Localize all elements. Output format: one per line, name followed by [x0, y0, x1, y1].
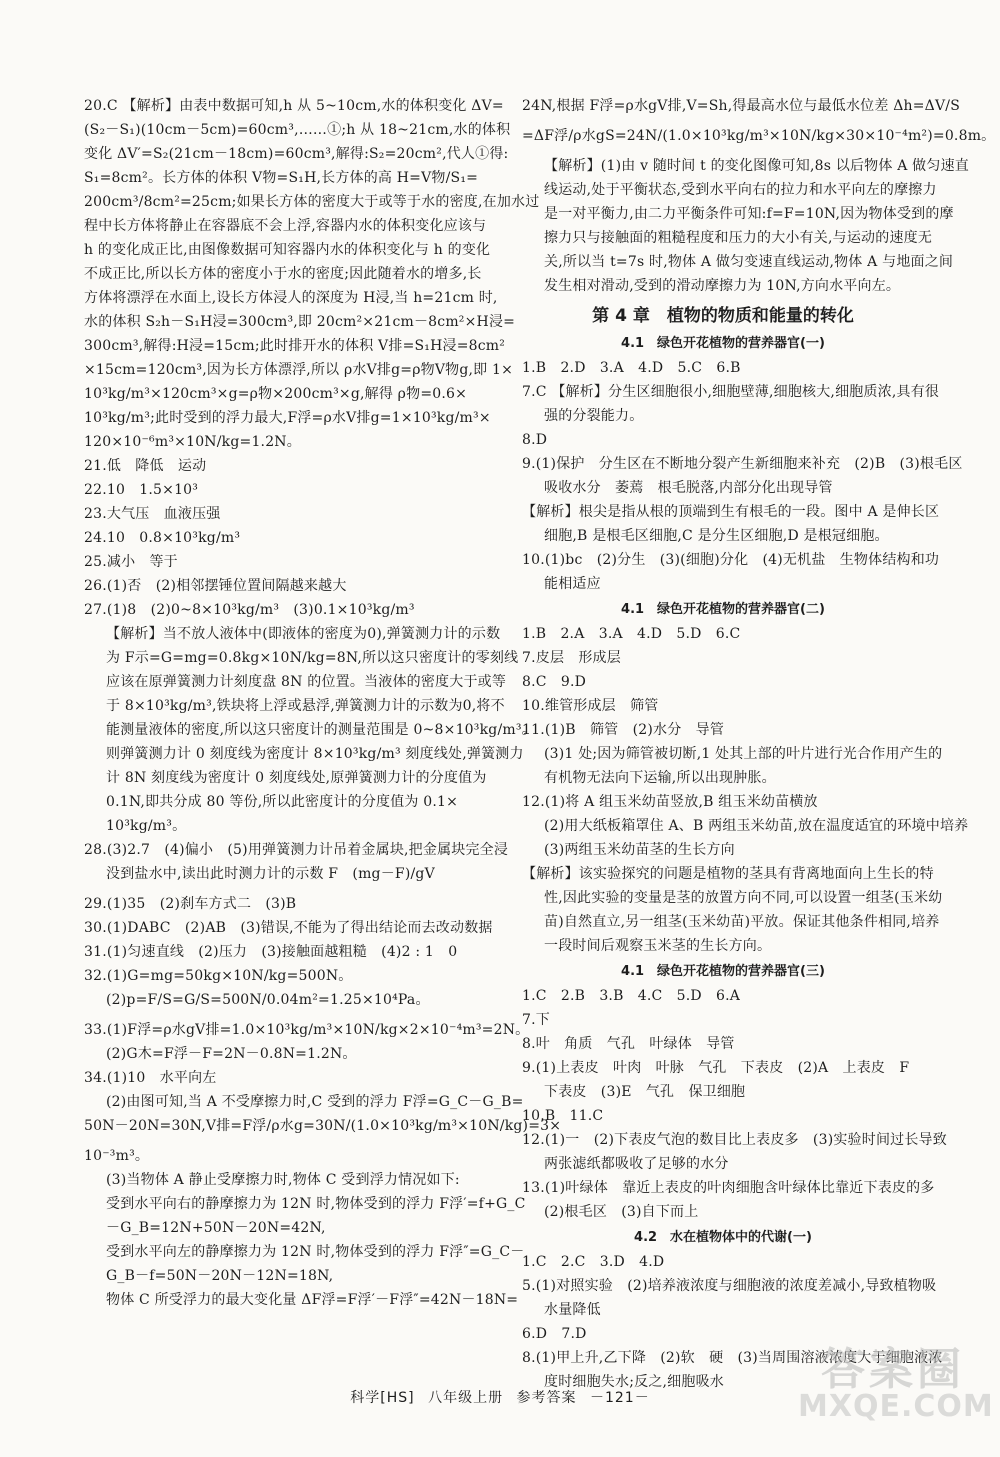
answer-line: 200cm³/8cm²=25cm;如果长方体的密度大于或等于水的密度,在加水过	[84, 194, 540, 210]
answer-line: 10⁻³m³。	[84, 1148, 150, 1164]
answer-line: h 的变化成正比,由图像数据可知容器内水的体积变化与 h 的变化	[84, 242, 491, 258]
answer-line: (2)G木=F浮－F=2N－0.8N=1.2N。	[106, 1046, 357, 1062]
answer-line: 有机物无法向下运输,所以出现肿胀。	[544, 770, 776, 786]
answer-line: 不成正比,所以长方体的密度小于水的密度;因此随着水的增多,长	[84, 266, 482, 282]
footer-grade: 八年级上册	[428, 1390, 504, 1406]
answer-line: 50N－20N=30N,V排=F浮/ρ水g=30N/(1.0×10³kg/m³×10N/kg)=3×	[84, 1118, 562, 1134]
answer-line: 7.C 【解析】分生区细胞很小,细胞壁薄,细胞核大,细胞质浓,具有很	[522, 384, 940, 400]
answer-line: 一段时间后观察玉米茎的生长方向。	[544, 938, 772, 954]
answer-line: 10³kg/m³×120cm³×g=ρ物×200cm³×g,解得 ρ物=0.6×	[84, 386, 468, 402]
answer-line: 为 F示=G=mg=0.8kg×10N/kg=8N,所以这只密度计的零刻线	[106, 650, 519, 666]
answer-line: 10.B 11.C	[522, 1108, 604, 1124]
answer-line: 关,所以当 t=7s 时,物体 A 做匀变速直线运动,物体 A 与地面之间	[544, 254, 954, 270]
answer-line: (2)根毛区 (3)自下而上	[544, 1204, 699, 1220]
answer-line: 21.低 降低 运动	[84, 458, 207, 474]
section-heading: 4.1 绿色开花植物的营养器官(三)	[621, 964, 825, 979]
section-heading: 4.1 绿色开花植物的营养器官(二)	[621, 602, 825, 617]
answer-line: 24N,根据 F浮=ρ水gV排,V=Sh,得最高水位与最低水位差 Δh=ΔV/S	[522, 98, 960, 114]
answer-line: 20.C 【解析】由表中数据可知,h 从 5~10cm,水的体积变化 ΔV=	[84, 98, 504, 114]
answer-line: 8.D	[522, 432, 548, 448]
answer-line: 24.10 0.8×10³kg/m³	[84, 530, 241, 546]
answer-line: (S₂－S₁)(10cm－5cm)=60cm³,……①;h 从 18~21cm,水的体积	[84, 122, 511, 138]
watermark-logo	[798, 1343, 994, 1443]
answer-line: 两张滤纸都吸收了足够的水分	[544, 1156, 729, 1172]
answer-line: 5.(1)对照实验 (2)培养液浓度与细胞液的浓度差减小,导致植物吸	[522, 1278, 937, 1294]
answer-line: 【解析】(1)由 v 随时间 t 的变化图像可知,8s 以后物体 A 做匀速直	[544, 158, 969, 174]
answer-line: 10.(1)bc (2)分生 (3)(细胞)分化 (4)无机盐 生物体结构和功	[522, 552, 940, 568]
page-number: －121－	[589, 1390, 650, 1406]
answer-line: (3)当物体 A 静止受摩擦力时,物体 C 受到浮力情况如下:	[106, 1172, 460, 1188]
footer-subject: 科学[HS]	[350, 1390, 415, 1406]
answer-line: 9.(1)上表皮 叶肉 叶脉 气孔 下表皮 (2)A 上表皮 F	[522, 1060, 910, 1076]
answer-line: 受到水平向右的静摩擦力为 12N 时,物体受到的浮力 F浮′=f+G_C	[106, 1196, 526, 1212]
answer-line: 能测量液体的密度,所以这只密度计的测量范围是 0~8×10³kg/m³。	[106, 722, 536, 738]
answer-line: 计 8N 刻度线为密度计 0 刻度线处,原弹簧测力计的分度值为	[106, 770, 487, 786]
answer-line: S₁=8cm²。长方体的体积 V物=S₁H,长方体的高 H=V物/S₁=	[84, 170, 479, 186]
answer-line: 12.(1)将 A 组玉米幼苗竖放,B 组玉米幼苗横放	[522, 794, 818, 810]
answer-line: 度时细胞失水;反之,细胞吸水	[544, 1374, 724, 1390]
answer-line: 33.(1)F浮=ρ水gV排=1.0×10³kg/m³×10N/kg×2×10⁻⁴m³=2N。	[84, 1022, 530, 1038]
answer-line: (2)由图可知,当 A 不受摩擦力时,C 受到的浮力 F浮=G_C－G_B=	[106, 1094, 524, 1110]
answer-line: 12.(1)一 (2)下表皮气泡的数目比上表皮多 (3)实验时间过长导致	[522, 1132, 947, 1148]
answer-line: 0.1N,即共分成 80 等份,所以此密度计的分度值为 0.1×	[106, 794, 459, 810]
answer-line: 34.(1)10 水平向左	[84, 1070, 217, 1086]
answer-line: 能相适应	[544, 576, 601, 592]
answer-line: 1.B 2.A 3.A 4.D 5.D 6.C	[522, 626, 741, 642]
answer-line: 则弹簧测力计 0 刻度线为密度计 8×10³kg/m³ 刻度线处,弹簧测力	[106, 746, 524, 762]
answer-line: 8.(1)甲上升,乙下降 (2)软 硬 (3)当周围溶液浓度大于细胞液浓	[522, 1350, 943, 1366]
answer-line: 擦力只与接触面的粗糙程度和压力的大小有关,与运动的速度无	[544, 230, 933, 246]
answer-line: 22.10 1.5×10³	[84, 482, 199, 498]
answer-line: 强的分裂能力。	[544, 408, 644, 424]
answer-line: 120×10⁻⁶m³×10N/kg=1.2N。	[84, 434, 301, 450]
answer-line: (3)1 处;因为筛管被切断,1 处其上部的叶片进行光合作用产生的	[544, 746, 943, 762]
watermark-title: 答案圈	[821, 1344, 965, 1395]
answer-line: 【解析】当不放人液体中(即液体的密度为0),弹簧测力计的示数	[106, 626, 501, 642]
answer-line: G_B－f=50N－20N－12N=18N,	[106, 1268, 334, 1284]
answer-line: 发生相对滑动,受到的滑动摩擦力为 10N,方向水平向左。	[544, 278, 901, 294]
answer-line: 32.(1)G=mg=50kg×10N/kg=500N。	[84, 968, 353, 984]
answer-line: 13.(1)叶绿体 靠近上表皮的叶肉细胞含叶绿体比靠近下表皮的多	[522, 1180, 935, 1196]
answer-line: 27.(1)8 (2)0~8×10³kg/m³ (3)0.1×10³kg/m³	[84, 602, 415, 618]
answer-line: 是一对平衡力,由二力平衡条件可知:f=F=10N,因为物体受到的摩	[544, 206, 954, 222]
answer-line: 31.(1)匀速直线 (2)压力 (3)接触面越粗糙 (4)2 : 1 0	[84, 944, 458, 960]
footer-label: 参考答案	[516, 1390, 577, 1406]
answer-line: 线运动,处于平衡状态,受到水平向右的拉力和水平向左的摩擦力	[544, 182, 937, 198]
answer-line: 10.维管形成层 筛管	[522, 698, 659, 714]
answer-line: 【解析】该实验探究的问题是植物的茎具有背离地面向上生长的特	[522, 866, 934, 882]
section-heading: 4.2 水在植物体中的代谢(一)	[634, 1230, 812, 1245]
answer-line: 11.(1)B 筛管 (2)水分 导管	[522, 722, 725, 738]
answer-line: 30.(1)DABC (2)AB (3)错误,不能为了得出结论而去改动数据	[84, 920, 493, 936]
answer-line: 方体将漂浮在水面上,设长方体浸人的深度为 H浸,当 h=21cm 时,	[84, 290, 498, 306]
answer-line: 9.(1)保护 分生区在不断地分裂产生新细胞来补充 (2)B (3)根毛区	[522, 456, 963, 472]
answer-line: 8.C 9.D	[522, 674, 587, 690]
answer-line: =ΔF浮/ρ水gS=24N/(1.0×10³kg/m³×10N/kg×30×10⁻⁴m²)=0.8m。	[522, 128, 996, 144]
answer-line: 水的体积 S₂h－S₁H浸=300cm³,即 20cm²×21cm－8cm²×H浸=	[84, 314, 516, 330]
answer-line: 水量降低	[544, 1302, 601, 1318]
answer-line: 性,因此实验的变量是茎的放置方向不同,可以设置一组茎(玉米幼	[544, 890, 943, 906]
answer-line: 6.D 7.D	[522, 1326, 587, 1342]
answer-line: 300cm³,解得:H浸=15cm;此时排开水的体积 V排=S₁H浸=8cm²	[84, 338, 506, 354]
answer-line: 25.减小 等于	[84, 554, 178, 570]
answer-line: 应该在原弹簧测力计刻度盘 8N 的位置。当液体的密度大于或等	[106, 674, 507, 690]
chapter-heading: 第 4 章 植物的物质和能量的转化	[592, 306, 854, 326]
answer-line: 26.(1)否 (2)相邻摆锤位置间隔越来越大	[84, 578, 347, 594]
answer-line: 28.(3)2.7 (4)偏小 (5)用弹簧测力计吊着金属块,把金属块完全浸	[84, 842, 509, 858]
answer-line: ×15cm=120cm³,因为长方体漂浮,所以 ρ水V排g=ρ物V物g,即 1×	[84, 362, 514, 378]
answer-line: 于 8×10³kg/m³,铁块将上浮或悬浮,弹簧测力计的示数为0,将不	[106, 698, 505, 714]
answer-line: 10³kg/m³;此时受到的浮力最大,F浮=ρ水V排g=1×10³kg/m³×	[84, 410, 491, 426]
answer-line: 物体 C 所受浮力的最大变化量 ΔF浮=F浮′－F浮″=42N－18N=	[106, 1292, 519, 1308]
section-heading: 4.1 绿色开花植物的营养器官(一)	[621, 336, 825, 351]
answer-line: 受到水平向左的静摩擦力为 12N 时,物体受到的浮力 F浮″=G_C－	[106, 1244, 525, 1260]
answer-line: (3)两组玉米幼苗茎的生长方向	[544, 842, 735, 858]
answer-line: －G_B=12N+50N－20N=42N,	[106, 1220, 326, 1236]
answer-line: (2)用大纸板箱罩住 A、B 两组玉米幼苗,放在温度适宜的环境中培养	[544, 818, 969, 834]
answer-line: 【解析】根尖是指从根的顶端到生有根毛的一段。图中 A 是伸长区	[522, 504, 940, 520]
answer-line: 细胞,B 是根毛区细胞,C 是分生区细胞,D 是根冠细胞。	[544, 528, 889, 544]
answer-line: 1.B 2.D 3.A 4.D 5.C 6.B	[522, 360, 741, 376]
answer-line: 7.皮层 形成层	[522, 650, 621, 666]
right-column	[522, 96, 996, 1396]
watermark-url: MXQE.COM	[798, 1389, 994, 1424]
answer-line: 29.(1)35 (2)刹车方式二 (3)B	[84, 896, 297, 912]
answer-line: 23.大气压 血液压强	[84, 506, 221, 522]
answer-line: 10³kg/m³。	[106, 818, 187, 834]
answer-line: (2)p=F/S=G/S=500N/0.04m²=1.25×10⁴Pa。	[106, 992, 430, 1008]
answer-line: 7.下	[522, 1012, 550, 1028]
answer-line: 没到盐水中,读出此时测力计的示数 F (mg－F)/gV	[106, 866, 435, 882]
answer-line: 1.C 2.C 3.D 4.D	[522, 1254, 665, 1270]
answer-line: 8.叶 角质 气孔 叶绿体 导管	[522, 1036, 735, 1052]
answer-line: 下表皮 (3)E 气孔 保卫细胞	[544, 1084, 746, 1100]
answer-line: 变化 ΔV′=S₂(21cm－18cm)=60cm³,解得:S₂=20cm²,代人①得:	[84, 146, 509, 162]
answer-line: 程中长方体将静止在容器底不会上浮,容器内水的体积变化应该与	[84, 218, 487, 234]
answer-line: 吸收水分 萎蔫 根毛脱落,内部分化出现导管	[544, 480, 833, 496]
answer-line: 1.C 2.B 3.B 4.C 5.D 6.A	[522, 988, 741, 1004]
answer-line: 苗)自然直立,另一组茎(玉米幼苗)平放。保证其他条件相同,培养	[544, 914, 940, 930]
